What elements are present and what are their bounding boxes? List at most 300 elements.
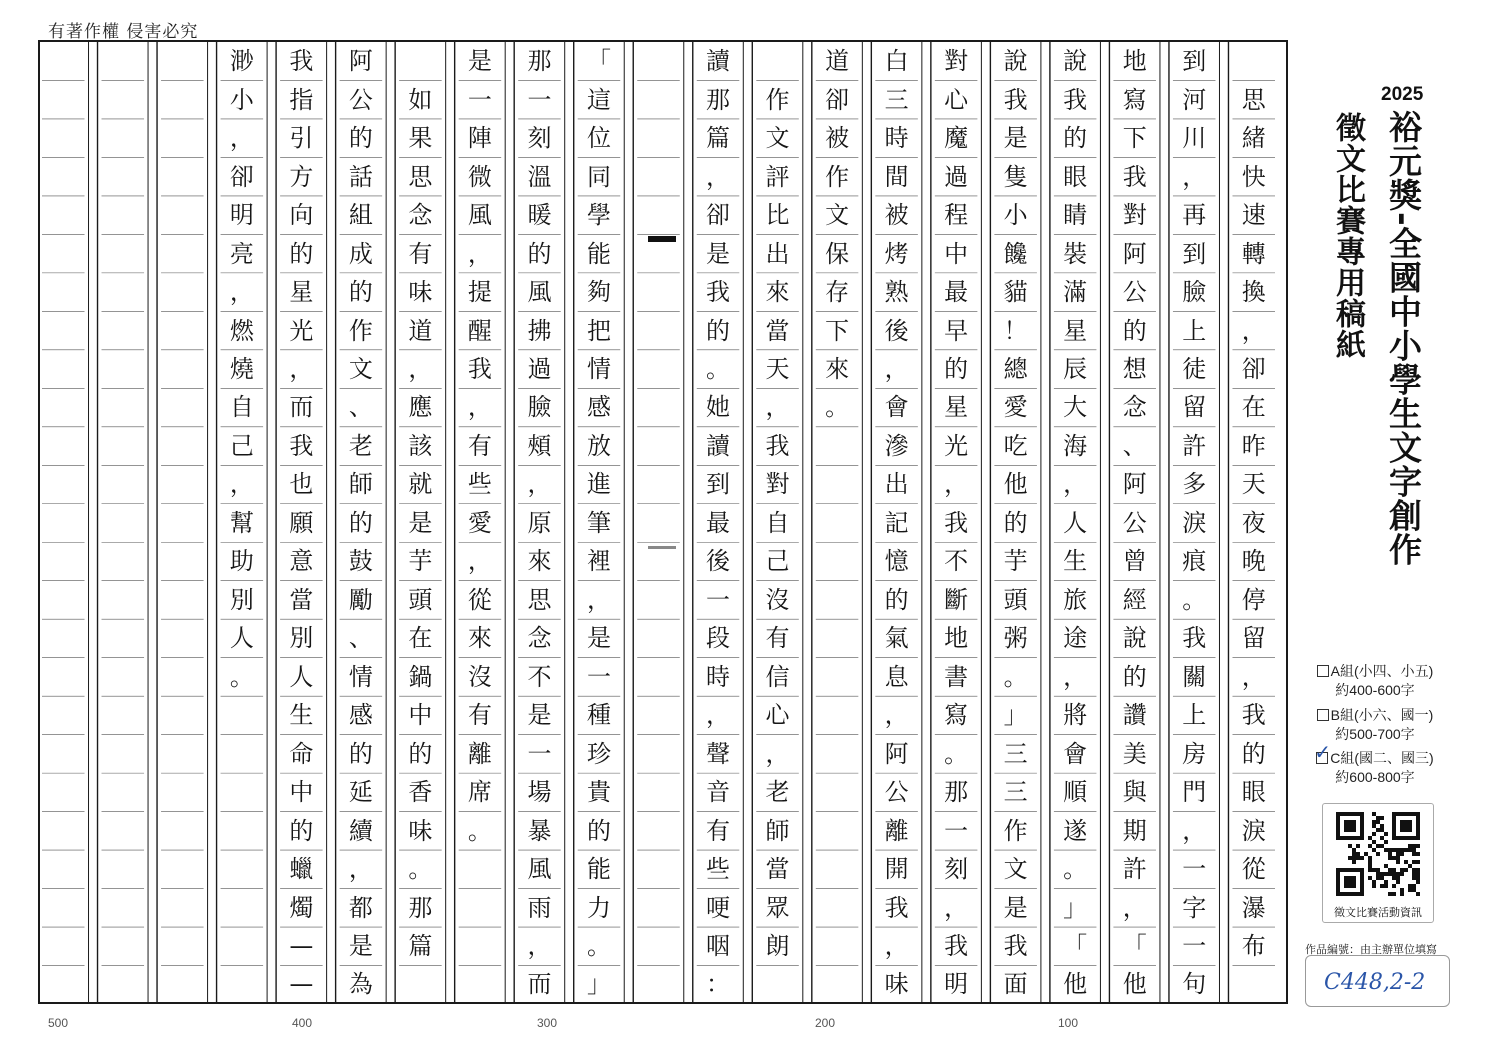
manuscript-char: 後 — [884, 316, 909, 345]
manuscript-char: 同 — [586, 162, 611, 191]
manuscript-char: 那 — [408, 893, 433, 922]
manuscript-char: 公 — [348, 85, 373, 114]
manuscript-char: ， — [348, 855, 373, 884]
manuscript-char: 愛 — [1003, 393, 1028, 422]
manuscript-char: 力 — [586, 893, 611, 922]
manuscript-char: 的 — [408, 739, 433, 768]
manuscript-char: 老 — [765, 778, 790, 807]
manuscript-column — [519, 42, 559, 1004]
group-option-a[interactable] — [1300, 662, 1450, 700]
manuscript-char: 雨 — [527, 893, 552, 922]
manuscript-char: 來 — [467, 624, 492, 653]
manuscript-char: 熟 — [884, 278, 909, 307]
manuscript-char: 不 — [527, 662, 552, 691]
manuscript-char: 瀑 — [1241, 893, 1266, 922]
ruler-mark: 500 — [48, 1016, 69, 1030]
manuscript-char: 感 — [348, 701, 373, 730]
manuscript-char: 烤 — [884, 239, 909, 268]
manuscript-char: 我 — [765, 431, 790, 460]
manuscript-char: 燒 — [229, 354, 254, 383]
manuscript-char: 人 — [1063, 508, 1088, 537]
manuscript-char: 我 — [944, 508, 969, 537]
manuscript-char: 公 — [1122, 278, 1147, 307]
manuscript-char: ， — [1122, 893, 1147, 922]
manuscript-char: 許 — [1122, 855, 1147, 884]
center-fold-mark-bottom — [648, 546, 676, 549]
manuscript-char: 期 — [1122, 816, 1147, 845]
manuscript-char: 刻 — [527, 124, 552, 153]
manuscript-char: 而 — [527, 970, 552, 999]
manuscript-char: 師 — [348, 470, 373, 499]
manuscript-char: ， — [765, 739, 790, 768]
manuscript-char: 對 — [944, 47, 969, 76]
contest-title: 裕元獎-全國中小學生文字創作 — [1384, 110, 1423, 567]
manuscript-char: 貴 — [586, 778, 611, 807]
manuscript-char: 意 — [289, 547, 314, 576]
manuscript-char: 關 — [1182, 662, 1207, 691]
manuscript-char: 是 — [1003, 893, 1028, 922]
manuscript-char: 自 — [229, 393, 254, 422]
manuscript-char: 三 — [1003, 778, 1028, 807]
manuscript-char: 時 — [706, 662, 731, 691]
manuscript-char: 聲 — [706, 739, 731, 768]
manuscript-char: 。 — [1182, 585, 1207, 614]
manuscript-char: 些 — [706, 855, 731, 884]
manuscript-char: 別 — [229, 585, 254, 614]
manuscript-char: 門 — [1182, 778, 1207, 807]
manuscript-char: 應 — [408, 393, 433, 422]
manuscript-char: 星 — [944, 393, 969, 422]
manuscript-char: 海 — [1063, 431, 1088, 460]
manuscript-char: 就 — [408, 470, 433, 499]
manuscript-char: 、 — [1122, 431, 1147, 460]
manuscript-char: 晚 — [1241, 547, 1266, 576]
manuscript-char: 卻 — [229, 162, 254, 191]
manuscript-char: 將 — [1063, 701, 1088, 730]
manuscript-char: 芋 — [408, 547, 433, 576]
manuscript-char: ， — [884, 354, 909, 383]
manuscript-char: — — [289, 932, 314, 961]
manuscript-char: 布 — [1241, 932, 1266, 961]
manuscript-char: 最 — [706, 508, 731, 537]
manuscript-char: 河 — [1182, 85, 1207, 114]
manuscript-char: 滿 — [1063, 278, 1088, 307]
manuscript-char: 我 — [1003, 932, 1028, 961]
manuscript-char: 是 — [527, 701, 552, 730]
center-fold-mark-top — [648, 236, 676, 242]
manuscript-char: 篇 — [706, 124, 731, 153]
manuscript-char: 美 — [1122, 739, 1147, 768]
manuscript-char: 種 — [586, 701, 611, 730]
manuscript-char: 再 — [1182, 201, 1207, 230]
manuscript-column — [1055, 42, 1095, 1004]
manuscript-char: 字 — [1182, 893, 1207, 922]
manuscript-char: 成 — [348, 239, 373, 268]
manuscript-char: 緒 — [1241, 124, 1266, 153]
manuscript-char: 。 — [825, 393, 850, 422]
manuscript-char: 記 — [884, 508, 909, 537]
group-b-label: B組(小六、國一) — [1330, 707, 1434, 723]
manuscript-char: 念 — [1122, 393, 1147, 422]
manuscript-char: 裝 — [1063, 239, 1088, 268]
manuscript-char: 念 — [527, 624, 552, 653]
ruler-mark: 200 — [815, 1016, 836, 1030]
manuscript-char: ， — [586, 585, 611, 614]
checkbox-c[interactable] — [1314, 740, 1332, 764]
manuscript-char: 讀 — [706, 47, 731, 76]
manuscript-char: 文 — [825, 201, 850, 230]
manuscript-char: 遂 — [1063, 816, 1088, 845]
manuscript-char: 間 — [884, 162, 909, 191]
manuscript-column — [1174, 42, 1214, 1004]
manuscript-column — [877, 42, 917, 1004]
manuscript-char: 暴 — [527, 816, 552, 845]
manuscript-char: 的 — [289, 816, 314, 845]
manuscript-column — [341, 42, 381, 1004]
manuscript-char: 段 — [706, 624, 731, 653]
manuscript-char: 那 — [706, 85, 731, 114]
manuscript-char: 愛 — [467, 508, 492, 537]
manuscript-char: 風 — [527, 855, 552, 884]
manuscript-char: 我 — [467, 354, 492, 383]
manuscript-char: 指 — [289, 85, 314, 114]
manuscript-char: 後 — [706, 547, 731, 576]
manuscript-char: 命 — [289, 739, 314, 768]
manuscript-char: 、 — [348, 624, 373, 653]
manuscript-char: 來 — [527, 547, 552, 576]
manuscript-char: 己 — [229, 431, 254, 460]
manuscript-char: 。 — [229, 662, 254, 691]
group-option-c[interactable] — [1300, 740, 1450, 787]
manuscript-char: 老 — [348, 431, 373, 460]
manuscript-char: 經 — [1122, 585, 1147, 614]
manuscript-char: 對 — [765, 470, 790, 499]
manuscript-char: 場 — [527, 778, 552, 807]
manuscript-char: ， — [467, 393, 492, 422]
manuscript-char: 阿 — [1122, 470, 1147, 499]
manuscript-char: 助 — [229, 547, 254, 576]
manuscript-char: 痕 — [1182, 547, 1207, 576]
manuscript-char: 寫 — [1122, 85, 1147, 114]
manuscript-char: 光 — [289, 316, 314, 345]
manuscript-char: 的 — [348, 739, 373, 768]
manuscript-char: 留 — [1182, 393, 1207, 422]
manuscript-char: 讚 — [1122, 701, 1147, 730]
manuscript-char — [1234, 42, 1274, 80]
manuscript-char: 夠 — [586, 278, 611, 307]
checkbox-b[interactable] — [1317, 709, 1329, 721]
manuscript-char: 換 — [1241, 278, 1266, 307]
manuscript-char: 醒 — [467, 316, 492, 345]
manuscript-char: 中 — [944, 239, 969, 268]
manuscript-char: 曾 — [1122, 547, 1147, 576]
manuscript-char: 的 — [1003, 508, 1028, 537]
manuscript-char: 味 — [408, 816, 433, 845]
manuscript-char: 文 — [348, 354, 373, 383]
manuscript-char: 出 — [765, 239, 790, 268]
manuscript-char: 保 — [825, 239, 850, 268]
manuscript-char: ， — [765, 393, 790, 422]
manuscript-char: 篇 — [408, 932, 433, 961]
manuscript-char: 。 — [586, 932, 611, 961]
manuscript-char: 我 — [706, 278, 731, 307]
manuscript-char: 「 — [1063, 932, 1088, 961]
manuscript-char: 渺 — [229, 47, 254, 76]
manuscript-char: 旅 — [1063, 585, 1088, 614]
manuscript-char: 鍋 — [408, 662, 433, 691]
manuscript-char: 裡 — [586, 547, 611, 576]
manuscript-char: 順 — [1063, 778, 1088, 807]
manuscript-char: 是 — [408, 508, 433, 537]
manuscript-char: 隻 — [1003, 162, 1028, 191]
manuscript-char: 他 — [1003, 470, 1028, 499]
manuscript-column — [936, 42, 976, 1004]
contest-year: 2025 — [1381, 84, 1424, 105]
manuscript-char: 我 — [1063, 85, 1088, 114]
manuscript-char: ， — [706, 162, 731, 191]
manuscript-char: 卻 — [706, 201, 731, 230]
manuscript-char: 我 — [289, 431, 314, 460]
manuscript-char: 文 — [765, 124, 790, 153]
manuscript-char: 果 — [408, 124, 433, 153]
group-a-range: 約400-600字 — [1335, 682, 1415, 698]
manuscript-char: 的 — [706, 316, 731, 345]
manuscript-char: 那 — [527, 47, 552, 76]
manuscript-char: 貓 — [1003, 278, 1028, 307]
manuscript-char: 的 — [348, 124, 373, 153]
group-option-b[interactable] — [1300, 706, 1450, 744]
manuscript-char: 拂 — [527, 316, 552, 345]
manuscript-char: 情 — [348, 662, 373, 691]
manuscript-char: 時 — [884, 124, 909, 153]
manuscript-char: 師 — [765, 816, 790, 845]
manuscript-char: 原 — [527, 508, 552, 537]
manuscript-char: 這 — [586, 85, 611, 114]
manuscript-char: 過 — [944, 162, 969, 191]
manuscript-char: 公 — [884, 778, 909, 807]
manuscript-char: 作 — [348, 316, 373, 345]
manuscript-char: 書 — [944, 662, 969, 691]
manuscript-char: 有 — [467, 701, 492, 730]
manuscript-char: 的 — [1063, 124, 1088, 153]
manuscript-char: 到 — [1182, 47, 1207, 76]
manuscript-column — [1234, 42, 1274, 1004]
manuscript-char: 我 — [944, 932, 969, 961]
manuscript-column — [639, 42, 679, 1004]
manuscript-char: 早 — [944, 316, 969, 345]
manuscript-char: 都 — [348, 893, 373, 922]
manuscript-char: 淚 — [1241, 816, 1266, 845]
manuscript-char: 大 — [1063, 393, 1088, 422]
manuscript-char: 把 — [586, 316, 611, 345]
manuscript-char: 鼓 — [348, 547, 373, 576]
manuscript-char: 我 — [1241, 701, 1266, 730]
manuscript-char: 朗 — [765, 932, 790, 961]
checkmark-icon: ✓ — [1314, 740, 1332, 764]
manuscript-char: 他 — [1122, 970, 1147, 999]
manuscript-column — [43, 42, 83, 1004]
manuscript-char: 該 — [408, 431, 433, 460]
manuscript-char: 轉 — [1241, 239, 1266, 268]
manuscript-char: 星 — [289, 278, 314, 307]
manuscript-char: 蠟 — [289, 855, 314, 884]
manuscript-char: 臉 — [1182, 278, 1207, 307]
manuscript-char: 開 — [884, 855, 909, 884]
manuscript-char: 夜 — [1241, 508, 1266, 537]
manuscript-char: 生 — [1063, 547, 1088, 576]
manuscript-char: 三 — [1003, 739, 1028, 768]
qr-code-icon — [1323, 804, 1433, 904]
manuscript-char: 臉 — [527, 393, 552, 422]
manuscript-column — [460, 42, 500, 1004]
manuscript-char: ， — [527, 470, 552, 499]
qr-code-panel[interactable] — [1322, 803, 1434, 923]
manuscript-char: 作 — [825, 162, 850, 191]
manuscript-char: 快 — [1241, 162, 1266, 191]
manuscript-char: 勵 — [348, 585, 373, 614]
manuscript-char: 有 — [765, 624, 790, 653]
manuscript-char: ， — [1063, 470, 1088, 499]
manuscript-char: 。 — [706, 354, 731, 383]
qr-caption: 徵文比賽活動資訊 — [1334, 907, 1422, 919]
group-c-label: C組(國二、國三) — [1330, 750, 1434, 766]
manuscript-char: 思 — [527, 585, 552, 614]
manuscript-char: 話 — [348, 162, 373, 191]
manuscript-char: 是 — [586, 624, 611, 653]
manuscript-char: 我 — [1122, 162, 1147, 191]
manuscript-char: 停 — [1241, 585, 1266, 614]
manuscript-char: 斷 — [944, 585, 969, 614]
manuscript-char: 我 — [289, 47, 314, 76]
manuscript-column — [579, 42, 619, 1004]
manuscript-char: ， — [1182, 162, 1207, 191]
manuscript-char: ， — [1063, 662, 1088, 691]
manuscript-char: 對 — [1122, 201, 1147, 230]
manuscript-char: 被 — [884, 201, 909, 230]
manuscript-char: 三 — [884, 85, 909, 114]
manuscript-char: 吃 — [1003, 431, 1028, 460]
manuscript-char: 評 — [765, 162, 790, 191]
manuscript-char: 總 — [1003, 354, 1028, 383]
manuscript-char: 有 — [706, 816, 731, 845]
manuscript-char: 從 — [467, 585, 492, 614]
manuscript-char: ！ — [1003, 316, 1028, 345]
manuscript-char: ， — [229, 278, 254, 307]
manuscript-char: 自 — [765, 508, 790, 537]
manuscript-char: 明 — [229, 201, 254, 230]
manuscript-char: 地 — [1122, 47, 1147, 76]
manuscript-char: 天 — [765, 354, 790, 383]
manuscript-char: 的 — [1241, 739, 1266, 768]
manuscript-char: 中 — [408, 701, 433, 730]
manuscript-char: 上 — [1182, 701, 1207, 730]
manuscript-char: 出 — [884, 470, 909, 499]
manuscript-column — [817, 42, 857, 1004]
manuscript-char: 我 — [1003, 85, 1028, 114]
manuscript-char: 息 — [884, 662, 909, 691]
manuscript-char: 一 — [1182, 932, 1207, 961]
manuscript-char: 進 — [586, 470, 611, 499]
manuscript-char: 與 — [1122, 778, 1147, 807]
manuscript-char: 「 — [586, 47, 611, 76]
manuscript-char — [758, 42, 798, 80]
manuscript-char: 許 — [1182, 431, 1207, 460]
manuscript-char: 讀 — [706, 431, 731, 460]
manuscript-char: 辰 — [1063, 354, 1088, 383]
manuscript-column — [1115, 42, 1155, 1004]
manuscript-column — [996, 42, 1036, 1004]
manuscript-char: 她 — [706, 393, 731, 422]
manuscript-char: 比 — [765, 201, 790, 230]
manuscript-char: 也 — [289, 470, 314, 499]
manuscript-char: 而 — [289, 393, 314, 422]
manuscript-char: 眾 — [765, 893, 790, 922]
manuscript-char: 魔 — [944, 124, 969, 153]
manuscript-char: 能 — [586, 239, 611, 268]
manuscript-char: 芋 — [1003, 547, 1028, 576]
manuscript-char: ， — [1182, 816, 1207, 845]
manuscript-char: 來 — [825, 354, 850, 383]
manuscript-char: 粥 — [1003, 624, 1028, 653]
manuscript-char: 一 — [467, 85, 492, 114]
manuscript-char: 小 — [1003, 201, 1028, 230]
manuscript-char: 當 — [289, 585, 314, 614]
manuscript-char: 燃 — [229, 316, 254, 345]
manuscript-char: 存 — [825, 278, 850, 307]
manuscript-char: 味 — [408, 278, 433, 307]
manuscript-char: 說 — [1063, 47, 1088, 76]
manuscript-char: 明 — [944, 970, 969, 999]
manuscript-char: 在 — [408, 624, 433, 653]
manuscript-char: 卻 — [825, 85, 850, 114]
checkbox-a[interactable] — [1317, 665, 1329, 677]
manuscript-char: 途 — [1063, 624, 1088, 653]
manuscript-char: 人 — [229, 624, 254, 653]
group-c-range: 約600-800字 — [1335, 769, 1415, 785]
ruler-mark: 300 — [537, 1016, 558, 1030]
manuscript-char: 被 — [825, 124, 850, 153]
manuscript-char: 徒 — [1182, 354, 1207, 383]
group-a-label: A組(小四、小五) — [1330, 663, 1434, 679]
manuscript-char: 一 — [527, 739, 552, 768]
manuscript-char: 眼 — [1063, 162, 1088, 191]
manuscript-char: 咽 — [706, 932, 731, 961]
manuscript-char: 留 — [1241, 624, 1266, 653]
manuscript-char: 哽 — [706, 893, 731, 922]
manuscript-char: 有 — [467, 431, 492, 460]
manuscript-char: 從 — [1241, 855, 1266, 884]
ruler-mark: 100 — [1058, 1016, 1079, 1030]
serial-field — [1305, 955, 1450, 1007]
manuscript-char: 引 — [289, 124, 314, 153]
manuscript-char: 席 — [467, 778, 492, 807]
manuscript-char: 己 — [765, 547, 790, 576]
manuscript-column — [400, 42, 440, 1004]
manuscript-char: ： — [706, 970, 731, 999]
serial-value: C448,2-2 — [1324, 970, 1426, 995]
manuscript-char: 陣 — [467, 124, 492, 153]
manuscript-char: 的 — [348, 278, 373, 307]
manuscript-char: ， — [884, 701, 909, 730]
manuscript-char: 光 — [944, 431, 969, 460]
manuscript-char: 思 — [1241, 85, 1266, 114]
manuscript-char: 的 — [1122, 662, 1147, 691]
manuscript-char: 阿 — [1122, 239, 1147, 268]
manuscript-char: 些 — [467, 470, 492, 499]
manuscript-char: 的 — [884, 585, 909, 614]
manuscript-char: 離 — [884, 816, 909, 845]
manuscript-char: ， — [706, 701, 731, 730]
